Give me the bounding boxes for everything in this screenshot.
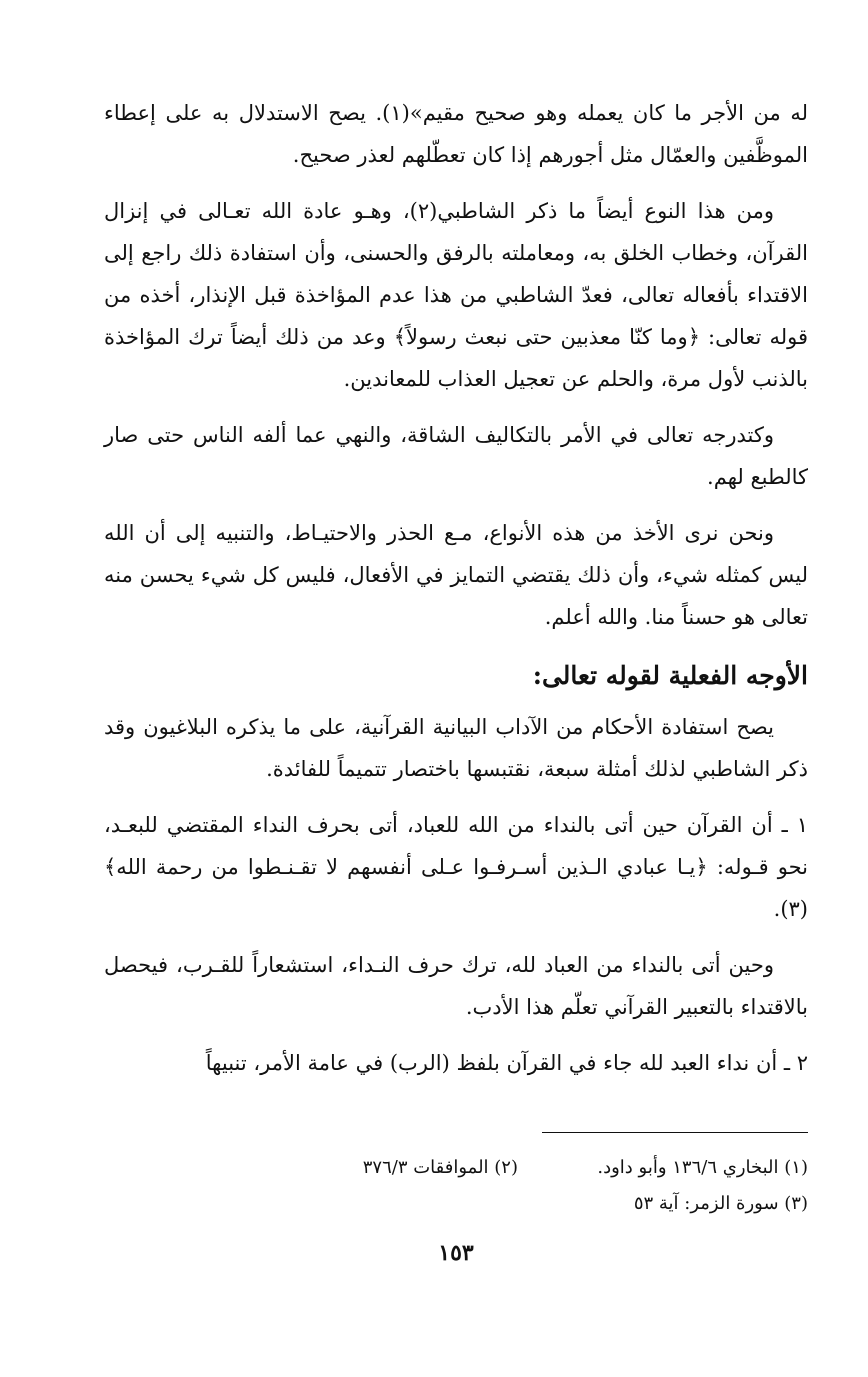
footnote-row [104, 1150, 808, 1186]
paragraph-4: ونحن نرى الأخذ من هذه الأنواع، مـع الحذر والاحتيـاط، والتنبيه إلى أن الله ليس كمثله شيء، وأن ذلك يقتضي التمايز في الأفعال، فليس كل شيء يحسن منه تعالى هو حسناً منا. والله أعلم. [104, 521, 808, 629]
footnote-3: (٣) سورة الزمر: آية ٥٣ [633, 1193, 808, 1214]
footnote-row [104, 1186, 808, 1222]
section-paragraph-4: ٢ ـ أن نداء العبد لله جاء في القرآن بلفظ (الرب) في عامة الأمر، تنبيهاً [205, 1051, 808, 1075]
footnote-divider [542, 1132, 808, 1133]
page-number: ١٥٣ [438, 1240, 474, 1266]
section-heading: الأوجه الفعلية لقوله تعالى: [532, 661, 808, 690]
paragraph-3: وكتدرجه تعالى في الأمر بالتكاليف الشاقة، والنهي عما ألفه الناس حتى صار كالطبع لهم. [104, 423, 808, 489]
section-paragraph-1: يصح استفادة الأحكام من الآداب البيانية القرآنية، على ما يذكره البلاغيون وقد ذكر الشاطبي لذلك أمثلة سبعة، نقتبسها باختصار تتميماً للفائدة. [104, 715, 808, 781]
footnote-1: (١) البخاري ١٣٦/٦ وأبو داود. [597, 1157, 808, 1178]
paragraph-2: ومن هذا النوع أيضاً ما ذكر الشاطبي(٢)، وهـو عادة الله تعـالى في إنزال القرآن، وخطاب الخلق به، ومعاملته بالرفق والحسنى، وأن استفادة ذلك راجع إلى الاقتداء بأفعاله تعالى، فعدّ الشاطبي من هذا عدم المؤاخذة قبل الإنذار، أخذه من قوله تعالى: ﴿وما كنّا معذبين حتى نبعث رسولاً﴾ وعد من ذلك أيضاً ترك المؤاخذة بالذنب لأول مرة، والحلم عن تعجيل العذاب للمعاندين. [104, 199, 808, 391]
section-paragraph-3: وحين أتى بالنداء من العباد لله، ترك حرف النـداء، استشعاراً للقـرب، فيحصل بالاقتداء بالتعبير القرآني تعلّم هذا الأدب. [104, 953, 808, 1019]
footnote-2: (٢) الموافقات ٣٧٦/٣ [362, 1157, 518, 1178]
document-page [104, 92, 808, 1362]
paragraph-1: له من الأجر ما كان يعمله وهو صحيح مقيم»(١). يصح الاستدلال به على إعطاء الموظَّفين والعمّال مثل أجورهم إذا كان تعطّلهم لعذر صحيح. [104, 101, 808, 167]
footnotes [104, 1150, 808, 1222]
section-paragraph-2: ١ ـ أن القرآن حين أتى بالنداء من الله للعباد، أتى بحرف النداء المقتضي للبعـد، نحو قـوله: ﴿يـا عبادي الـذين أسـرفـوا عـلى أنفسهم لا تقـنـطوا من رحمة الله﴾(٣). [104, 813, 809, 921]
